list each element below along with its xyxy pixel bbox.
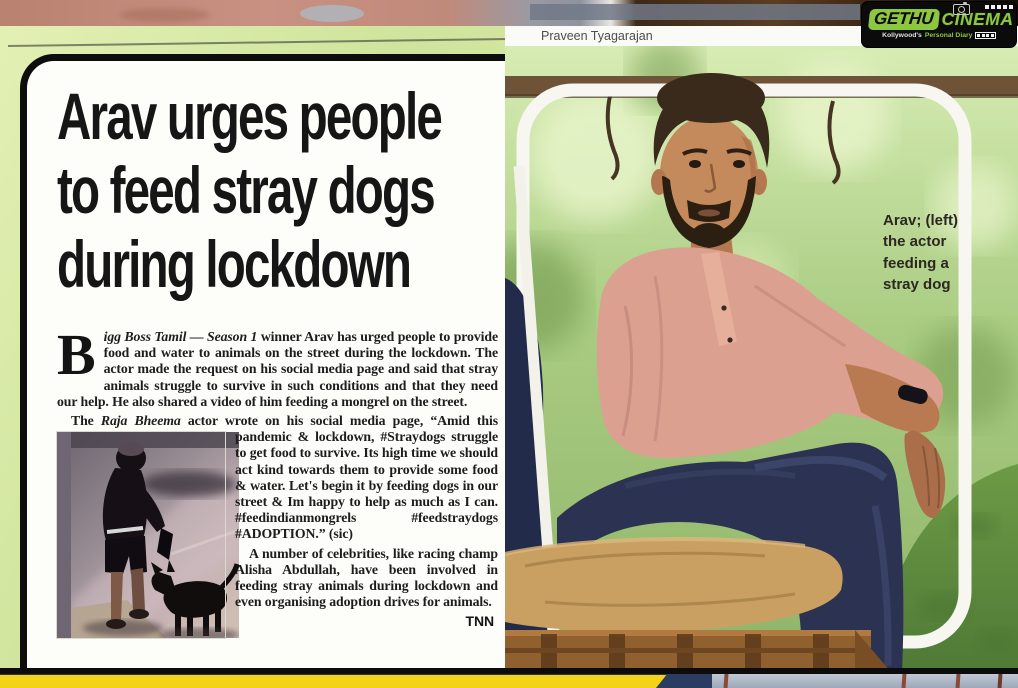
article-card: [20, 54, 506, 668]
paragraph-2: [57, 413, 498, 543]
para2-lead: actor wrote on his social media page, “Amid this: [180, 413, 498, 429]
camera-icon: [953, 4, 970, 15]
paragraph-1: [57, 322, 498, 410]
byline: TNN: [465, 613, 494, 630]
tagline-left: Kollywood's: [882, 32, 922, 39]
para1-italic-lead: igg Boss Tamil — Season 1: [103, 329, 258, 344]
gray-band: [530, 4, 860, 20]
actor-photo: [505, 46, 1018, 672]
inset-photo-graphic: [71, 432, 239, 638]
tagline-right: Personal Diary: [924, 32, 973, 39]
stray-dog-inset-photo: [57, 432, 225, 638]
photo-caption: Arav; (left) the actor feeding a stray dog: [883, 212, 959, 293]
drop-cap: B: [57, 322, 96, 387]
paragraph-3: A number of celebrities, like racing champ Alisha Abdullah, have been involved in feeding stray animals during lockdown and even organising adoption drives for animals.: [235, 545, 498, 610]
gethu-badge: [868, 9, 940, 30]
logo-text-gethu: GETHU: [873, 9, 935, 28]
next-section-strip: [0, 674, 1018, 688]
para2-italic: Raja Bheema: [100, 413, 181, 429]
photo-edge-strip: [712, 674, 1018, 688]
photo-credit: Praveen Tyagarajan: [541, 29, 653, 43]
film-strip-icon: [975, 32, 996, 39]
para2-pre: The: [71, 413, 101, 429]
blur-blob: [120, 8, 210, 22]
stump-mark: [956, 674, 961, 688]
article-body: [57, 322, 498, 630]
actor-photo-graphic: [505, 46, 1018, 672]
yellow-banner-edge: [0, 674, 672, 688]
spoon-shape: [300, 5, 364, 22]
stump-mark: [902, 674, 907, 688]
article-headline: [57, 79, 518, 301]
stump-mark: [998, 674, 1003, 688]
logo-text-cinema: CINEMA: [941, 9, 1014, 29]
para1-text: winner Arav has urged people to provide food and water to animals on the street during the lockdown. The actor made the request on his social media page and said that stray animals struggle to survive in such conditions and that they need our help. He also shared a video of him feeding a mongrel on the street.: [57, 329, 498, 409]
headline-line-2: to feed stray dogs: [57, 153, 434, 227]
stump-mark: [724, 674, 729, 688]
para2-text: pandemic & lockdown, #Straydogs struggle to get food to survive. Its high time we should act kind towards them to provide some food & water. Let's begin it by feeding dogs in our street & Im happy to help as much as I can. #feedindianmongrels #feedstraydogs #ADOPTION.” (sic): [235, 429, 498, 542]
gethu-cinema-logo: [862, 2, 1016, 47]
logo-tagline: [862, 32, 1016, 39]
film-strip-icon: [985, 5, 1013, 9]
headline-line-1: Arav urges people: [57, 79, 442, 153]
headline-line-3: during lockdown: [57, 227, 411, 301]
